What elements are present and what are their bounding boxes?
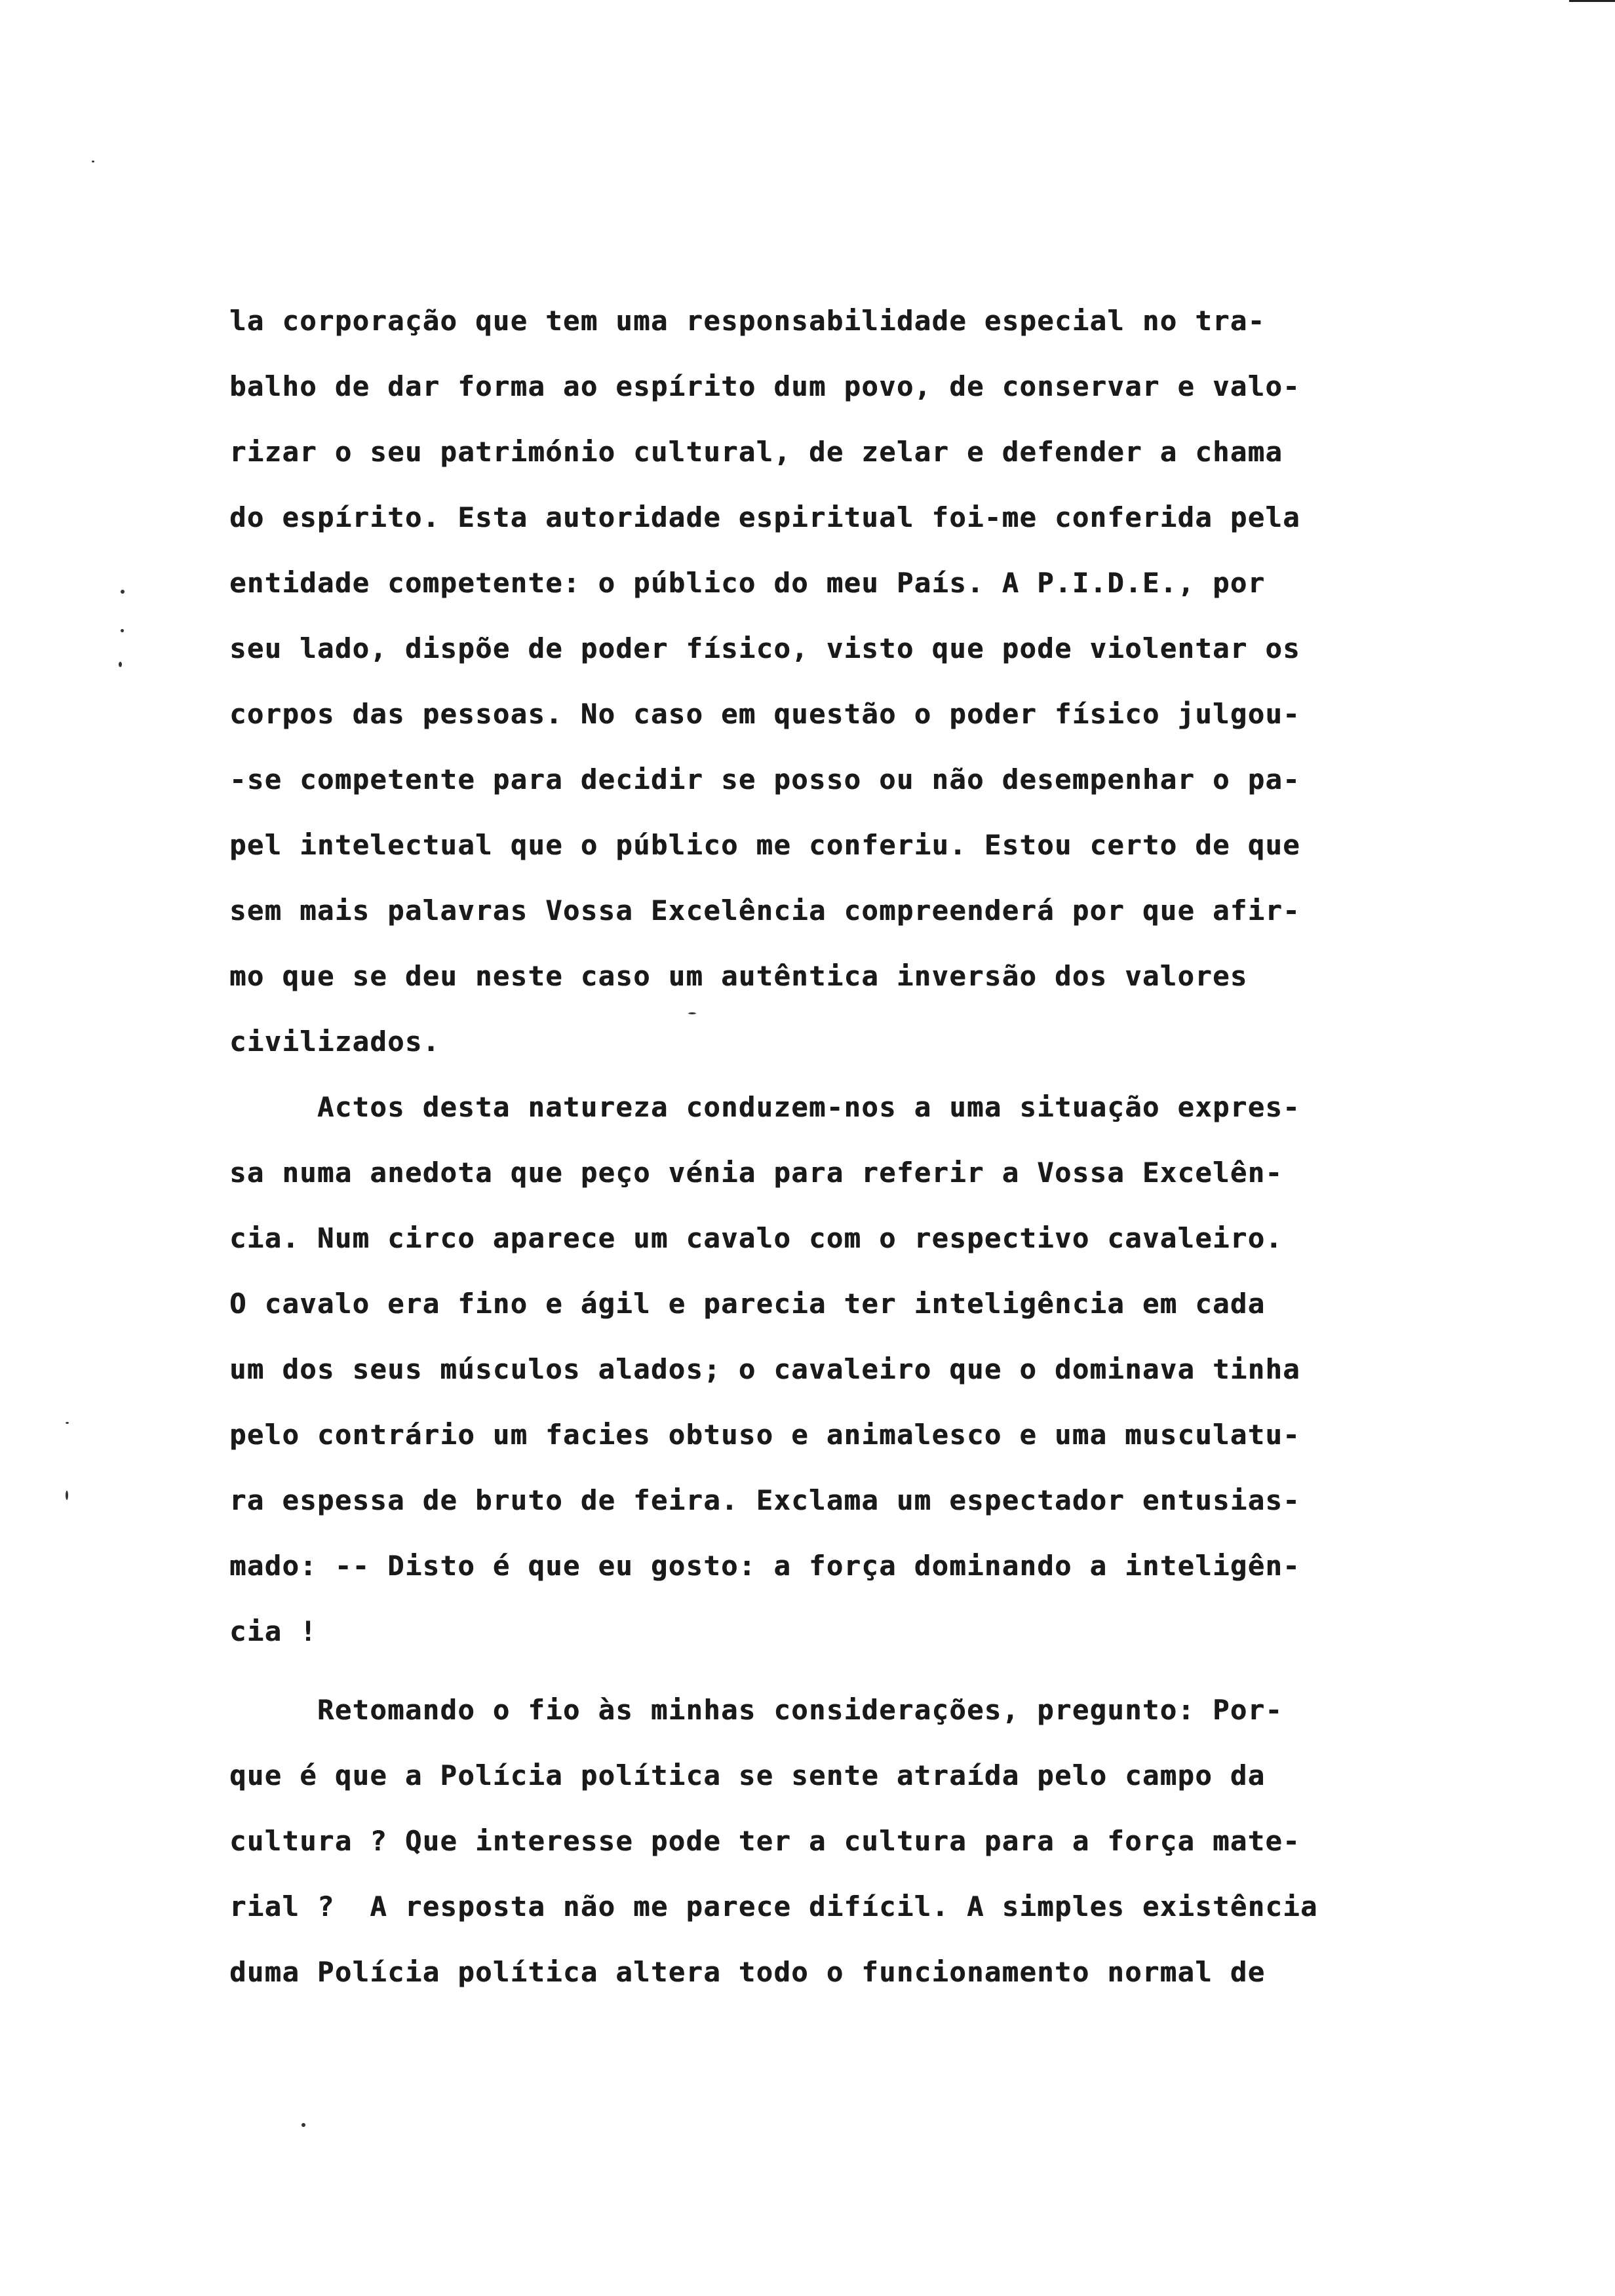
text-line: mo que se deu neste caso um autêntica inversão dos valores	[229, 960, 1248, 992]
text-line: seu lado, dispõe de poder físico, visto que pode violentar os	[229, 632, 1300, 664]
text-line: balho de dar forma ao espírito dum povo, de conservar e valo-	[229, 370, 1300, 402]
paragraph-1	[229, 288, 1494, 1075]
text-line: la corporação que tem uma responsabilidade especial no tra-	[229, 305, 1266, 337]
text-line: Actos desta natureza conduzem-nos a uma situação expres-	[229, 1091, 1300, 1123]
text-line: pelo contrário um facies obtuso e animalesco e uma musculatu-	[229, 1419, 1300, 1451]
text-line: do espírito. Esta autoridade espiritual foi-me conferida pela	[229, 501, 1300, 533]
text-line: cia !	[229, 1615, 317, 1647]
text-line: que é que a Polícia política se sente atraída pelo campo da	[229, 1759, 1266, 1791]
text-line: mado: -- Disto é que eu gosto: a força dominando a inteligên-	[229, 1550, 1300, 1582]
margin-speck	[66, 1422, 69, 1424]
text-line: sem mais palavras Vossa Excelência compreenderá por que afir-	[229, 894, 1300, 927]
text-line: cultura ? Que interesse pode ter a cultura para a força mate-	[229, 1825, 1300, 1857]
text-line: Retomando o fio às minhas considerações, pregunto: Por-	[229, 1694, 1283, 1726]
margin-speck	[302, 2123, 305, 2127]
paragraph-2	[229, 1075, 1494, 1664]
text-line: civilizados.	[229, 1025, 440, 1058]
text-line: O cavalo era fino e ágil e parecia ter inteligência em cada	[229, 1288, 1266, 1320]
margin-speck	[92, 161, 94, 163]
text-line: ra espessa de bruto de feira. Exclama um espectador entusias-	[229, 1484, 1300, 1516]
text-line: entidade competente: o público do meu País. A P.I.D.E., por	[229, 567, 1266, 599]
text-line: corpos das pessoas. No caso em questão o poder físico julgou-	[229, 698, 1300, 730]
text-line: um dos seus músculos alados; o cavaleiro que o dominava tinha	[229, 1353, 1300, 1385]
text-line: rial ? A resposta não me parece difícil. A simples existência	[229, 1890, 1318, 1923]
text-line: -se competente para decidir se posso ou não desempenhar o pa-	[229, 763, 1300, 795]
text-line: rizar o seu património cultural, de zelar e defender a chama	[229, 436, 1283, 468]
text-line: cia. Num circo aparece um cavalo com o respectivo cavaleiro.	[229, 1222, 1283, 1254]
margin-speck	[121, 629, 124, 632]
text-line: sa numa anedota que peço vénia para referir a Vossa Excelên-	[229, 1157, 1283, 1189]
top-edge-mark	[1569, 0, 1615, 2]
margin-speck	[121, 590, 125, 594]
margin-speck	[66, 1491, 68, 1500]
margin-speck	[119, 662, 122, 667]
text-line: pel intelectual que o público me conferiu. Estou certo de que	[229, 829, 1300, 861]
paragraph-3	[229, 1677, 1494, 2005]
text-line: duma Polícia política altera todo o funcionamento normal de	[229, 1956, 1266, 1988]
